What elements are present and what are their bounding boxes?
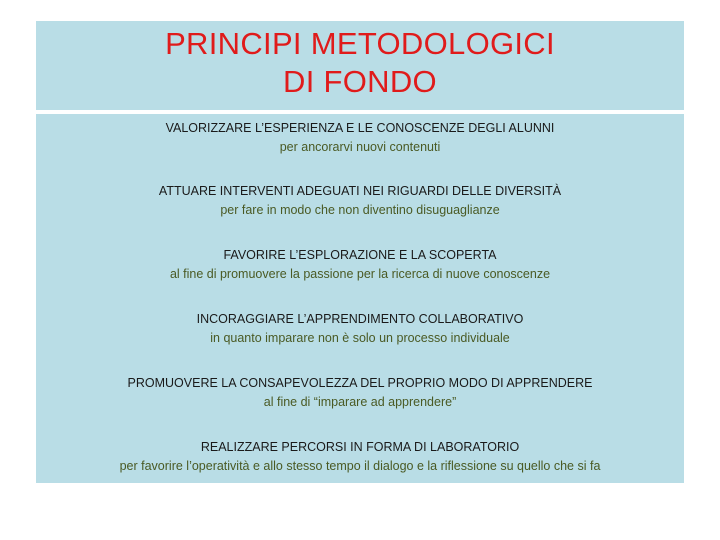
principle-heading: INCORAGGIARE L’APPRENDIMENTO COLLABORATIVO xyxy=(196,312,524,326)
principle-subtext: in quanto imparare non è solo un processo individuale xyxy=(210,331,510,345)
principle-item xyxy=(36,182,684,220)
principle-subtext: al fine di “imparare ad apprendere” xyxy=(263,395,457,409)
slide-title-line-2: DI FONDO xyxy=(283,64,437,99)
principle-item xyxy=(36,246,684,284)
title-box xyxy=(36,21,684,110)
principle-heading: REALIZZARE PERCORSI IN FORMA DI LABORATORIO xyxy=(200,440,520,454)
principle-subtext: per favorire l’operatività e allo stesso tempo il dialogo e la riflessione su quello che si fa xyxy=(119,459,601,473)
principle-item xyxy=(36,374,684,412)
principle-item xyxy=(36,438,684,476)
slide-title-line-1: PRINCIPI METODOLOGICI xyxy=(165,26,555,61)
principle-heading: ATTUARE INTERVENTI ADEGUATI NEI RIGUARDI DELLE DIVERSITÀ xyxy=(158,184,562,198)
principle-item xyxy=(36,119,684,157)
content-box xyxy=(36,114,684,483)
principle-heading: FAVORIRE L’ESPLORAZIONE E LA SCOPERTA xyxy=(223,248,497,262)
principle-subtext: per ancorarvi nuovi contenuti xyxy=(279,140,441,154)
principle-subtext: al fine di promuovere la passione per la ricerca di nuove conoscenze xyxy=(169,267,551,281)
principle-heading: PROMUOVERE LA CONSAPEVOLEZZA DEL PROPRIO MODO DI APPRENDERE xyxy=(127,376,593,390)
principle-subtext: per fare in modo che non diventino disuguaglianze xyxy=(220,203,500,217)
principle-item xyxy=(36,310,684,348)
principle-heading: VALORIZZARE L’ESPERIENZA E LE CONOSCENZE DEGLI ALUNNI xyxy=(165,121,555,135)
